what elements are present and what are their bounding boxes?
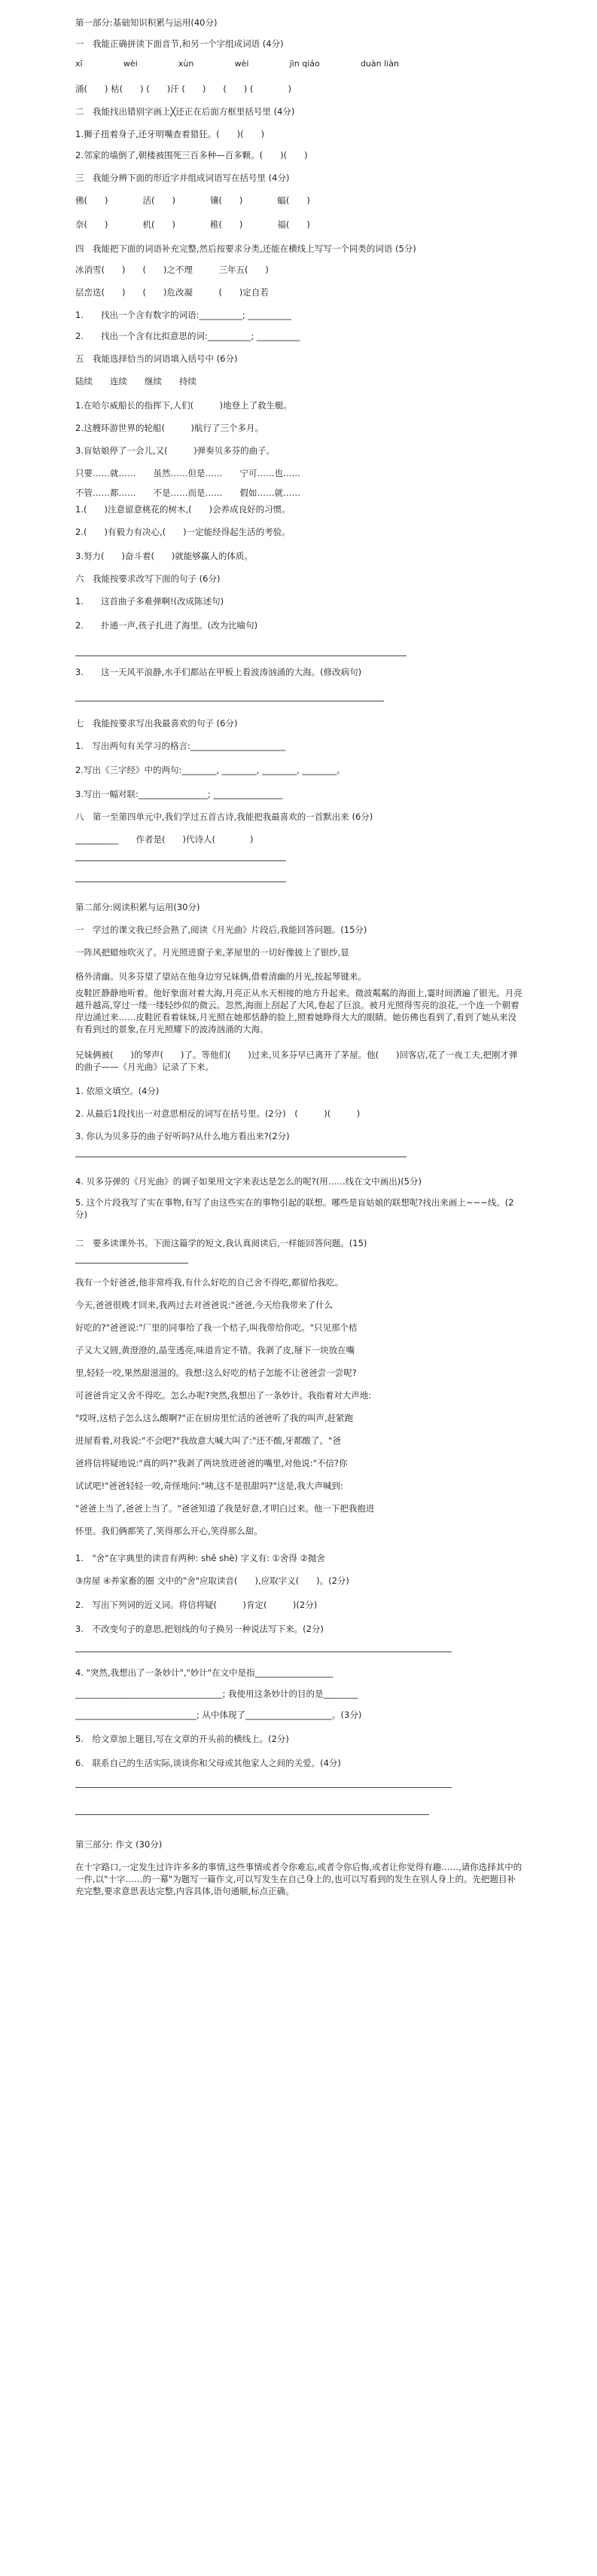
pinyin-2: wèi bbox=[123, 59, 138, 69]
q6-item-3: 3. 这一天风平浪静,水手们都站在甲板上看波涛汹涌的大海。(修改病句) bbox=[75, 667, 362, 677]
part1-title: 第一部分:基础知识积累与运用(40分) bbox=[75, 17, 218, 28]
q5-options-2: 不管……都…… 不是……而是…… 假如……就…… bbox=[75, 487, 300, 498]
reading1-heading: 一 学过的课文我已经会熟了,阅读《月光曲》片段后,我能回答问题。(15分) bbox=[75, 924, 367, 935]
q6-item-2: 2. 扑通一声,孩子扎进了海里。(改为比喻句) bbox=[75, 620, 258, 631]
pinyin-6: duàn liàn bbox=[360, 59, 399, 69]
pinyin-row bbox=[75, 59, 399, 69]
reading2-line-6: 可爸爸肯定又舍不得吃。怎么办呢?突然,我想出了一条妙计。我指着对大声地: bbox=[75, 1390, 372, 1401]
reading2-q1-cont: ③房屋 ④养家畜的圈 文中的"舍"应取读音( ),应取字义( )。(2分) bbox=[75, 1575, 349, 1586]
q5-line-3: 3.盲姑娘停了一会儿,又( )弹奏贝多芬的曲子。 bbox=[75, 445, 276, 456]
reading1-q2: 2. 从最后1段找出一对意思相反的词写在括号里。(2分) ( )( ) bbox=[75, 1108, 361, 1119]
q5-line-4: 1.( )注意留意桃花的树木,( )会养成良好的习惯。 bbox=[75, 504, 291, 515]
q5-line-5: 2.( )有毅力有决心,( )一定能经得起生活的考验。 bbox=[75, 527, 291, 537]
reading2-line-8: 进屋看着,对我说:"不会吧?"我故意大喊大叫了:"还不酸,牙都酸了。"爸 bbox=[75, 1435, 341, 1446]
reading1-para-2: 格外清幽。贝多芬望了望站在他身边穷兄妹俩,借着清幽的月光,按起琴键来。 bbox=[75, 971, 367, 982]
reading2-line-10: 试试吧!"爸爸轻轻一咬,奇怪地问:"咦,这不是很甜吗?"这是,我大声喊到: bbox=[75, 1481, 343, 1491]
reading1-q1: 1. 依原文填空。(4分) bbox=[75, 1086, 160, 1096]
reading2-q3: 3. 不改变句子的意思,把划线的句子换另一种说法写下来。(2分) bbox=[75, 1624, 324, 1634]
q5-heading: 五 我能选择恰当的词语填入括号中 (6分) bbox=[75, 353, 238, 364]
reading1-para-3: 皮鞋匠静静地听着。他好象面对着大海,月亮正从水天相接的地方升起来。微波粼粼的海面上,霎时间洒遍了银光。月亮越升越高,穿过一缕一缕轻纱似的微云。忽然,海面上刮起了大风,卷起了巨浪。被月光照得雪亮的浪花,一个连一个朝着岸边涌过来……皮鞋匠看着妹妹,月光照在她那恬静的脸上,照着她睁得大大的眼睛。她仿佛也看到了,看到了她从来没有看到过的景象,在月光照耀下的波涛汹涌的大海。 bbox=[75, 988, 522, 1034]
reading2-line-7: "哎呀,这桔子怎么这么酸啊?"正在厨房里忙活的爸爸听了我的叫声,赶紧跑 bbox=[75, 1413, 353, 1423]
answer-line bbox=[75, 1814, 429, 1815]
reading2-line-4: 子又大又圆,黄澄澄的,晶莹透亮,味道肯定不错。我剥了皮,掰下一块放在嘴 bbox=[75, 1345, 355, 1355]
q8-heading: 八 第一至第四单元中,我们学过五首古诗,我能把我最喜欢的一首默出来 (6分) bbox=[75, 811, 373, 822]
pinyin-5: jìn qiáo bbox=[289, 59, 320, 69]
answer-line bbox=[75, 860, 286, 861]
reading2-line-3: 好吃的?"爸爸说:"厂里的同事给了我一个桔子,叫我带给你吃。"只见那个桔 bbox=[75, 1322, 358, 1333]
reading1-para-4: 兄妹俩被( )的琴声( )了。等他们( )过来,贝多芬早已离开了茅屋。他( )回客店,花了一夜工夫,把刚才弹的曲子——《月光曲》记录了下来。 bbox=[75, 1050, 518, 1072]
part3-title: 第三部分: 作文 (30分) bbox=[75, 1839, 163, 1850]
reading2-line-5: 里,轻轻一咬,果然甜滋滋的。我想:这么好吃的桔子怎能不让爸爸尝一尝呢? bbox=[75, 1367, 357, 1378]
reading2-q4: 4. "突然,我想出了一条妙计","妙计"在文中是指__________________ bbox=[75, 1667, 334, 1678]
q7-item-3: 3.写出一幅对联:________________; ________________ bbox=[75, 789, 283, 799]
reading2-q4-cont: __________________________________; 我使用这条妙计的目的是________ bbox=[75, 1688, 358, 1699]
q2-heading: 二 我能找出错别字画上╳还正在后面方框里括号里 (4分) bbox=[75, 106, 295, 117]
reading2-line-11: "爸爸上当了,爸爸上当了。"爸爸知道了我是好意,才明白过来。他一下把我抱进 bbox=[75, 1503, 375, 1514]
q4-row-1: 冰消雪( ) ( )之不理 三年五( ) bbox=[75, 264, 269, 275]
reading2-line-9: 爸将信将疑地说:"真的吗?"我剥了两块放进爸爸的嘴里,对他说:"不信?你 bbox=[75, 1458, 348, 1468]
pinyin-1: xī bbox=[75, 59, 83, 69]
q2-line-2: 2.邻家的墙倒了,朝楼被围死三百多种—百多颗。( )( ) bbox=[75, 150, 308, 160]
reading2-line-1: 我有一个好爸爸,他非常疼我,有什么好吃的自己舍不得吃,都留给我吃。 bbox=[75, 1277, 343, 1288]
reading1-q3: 3. 你认为贝多芬的曲子好听吗?从什么地方看出来?(2分) bbox=[75, 1131, 290, 1141]
pinyin-3: xùn bbox=[178, 59, 194, 69]
pinyin-4: wèi bbox=[234, 59, 249, 69]
q6-item-1: 1. 这首曲子多难弹啊!(改成陈述句) bbox=[75, 596, 224, 607]
part2-title: 第二部分:阅读积累与运用(30分) bbox=[75, 902, 200, 912]
q3-heading: 三 我能分辨下面的形近字并组成词语写在括号里 (4分) bbox=[75, 173, 290, 183]
q7-heading: 七 我能按要求写出我最喜欢的句子 (6分) bbox=[75, 718, 238, 729]
q7-item-2: 2.写出《三字经》中的两句:________, ________, ________, ________。 bbox=[75, 765, 346, 775]
q3-row-2: 奈( ) 机( ) 稚( ) 福( ) bbox=[75, 219, 310, 230]
reading2-q1: 1. "舍"在字典里的读音有两种: shě shè) 字义有: ①舍得 ②抛舍 bbox=[75, 1553, 325, 1563]
q5-words: 陆续 连续 继续 持续 bbox=[75, 376, 196, 387]
q4-item-2: 2. 找出一个含有比拟意思的词:__________; __________ bbox=[75, 331, 300, 341]
q5-line-6: 3.努力( )奋斗着( )就能够赢人的体质。 bbox=[75, 551, 253, 561]
answer-line bbox=[75, 655, 407, 656]
q1-heading: 一 我能正确拼读下面音节,和另一个字组成词语 (4分) bbox=[75, 38, 284, 49]
essay-prompt: 在十字路口,一定发生过许许多多的事情,这些事情或者令你难忘,或者令你后悔,或者让你觉得有趣……,请你选择其中的一件,以"十字……的一幕"为题写一篇作文,可以写发生在自己身上的,也可以写看到的发生在别人身上的。先把题目补充完整,要求意思表达完整,内容具体,语句通顺,标点正确。 bbox=[75, 1862, 522, 1896]
reading2-q4-end: ____________________________; 从中体现了____________________。(3分) bbox=[75, 1710, 362, 1720]
q8-author-line: __________ 作者是( )代诗人( ) bbox=[75, 834, 254, 845]
q5-options-1: 只要……就…… 虽然……但是…… 宁可……也…… bbox=[75, 468, 300, 478]
q3-row-1: 佛( ) 活( ) 镶( ) 蝠( ) bbox=[75, 195, 310, 206]
q5-line-2: 2.这艘环游世界的轮船( )航行了三个多月。 bbox=[75, 423, 263, 433]
q2-line-1: 1.狮子扭着身子,还牙明嘴查着猎狂。( )( ) bbox=[75, 129, 265, 139]
title-line bbox=[75, 1263, 188, 1264]
reading1-q4: 4. 贝多芬弹的《月光曲》的调子如果用文字来表达是怎么的呢?(用……线在文中画出)(5分) bbox=[75, 1176, 422, 1187]
reading1-para-1: 一阵风把蜡烛吹灭了。月光照进窗子来,茅屋里的一切好像披上了银纱,显 bbox=[75, 947, 349, 958]
answer-line bbox=[75, 1787, 452, 1788]
reading2-q5: 5. 给文章加上题目,写在文章的开头前的横线上。(2分) bbox=[75, 1734, 289, 1744]
reading2-q2: 2. 写出下列词的近义词。将信将疑( )肯定( )(2分) bbox=[75, 1600, 318, 1610]
q4-row-2: 层峦迭( ) ( )危改凝 ( )定自若 bbox=[75, 287, 269, 298]
q1-row: 涌( ) 枯( ) ( )汗 ( ) ( ) ( ) bbox=[75, 84, 291, 94]
q4-item-1: 1. 找出一个含有数字的词语:__________; __________ bbox=[75, 310, 291, 320]
q7-item-1: 1. 写出两句有关学习的格言:______________________ bbox=[75, 741, 286, 751]
reading1-q5: 5. 这个片段我写了实在事物,有写了由这些实在的事物引起的联想。哪些是盲姑娘的联想呢?找出来画上~~~线。(2分) bbox=[75, 1197, 514, 1220]
reading2-heading: 二 要多读课外书。下面这篇学的短文,我认真阅读后,一样能回答问题。(15) bbox=[75, 1238, 367, 1248]
q6-heading: 六 我能按要求改写下面的句子 (6分) bbox=[75, 573, 221, 584]
reading2-q6: 6. 联系自己的生活实际,谈谈你和父母或其他家人之间的关爱。(4分) bbox=[75, 1758, 341, 1768]
q4-heading: 四 我能把下面的词语补充完整,然后按要求分类,还能在横线上写写一个同类的词语 (5分) bbox=[75, 243, 416, 254]
reading2-line-2: 今天,爸爸很晚才回来,我两过去对爸爸说:"爸爸,今天给我带来了什么 bbox=[75, 1300, 334, 1310]
q5-line-1: 1.在哈尔威船长的指挥下,人们( )地登上了救生艇。 bbox=[75, 400, 293, 411]
reading2-line-12: 怀里。我们俩都笑了,笑得那么开心,笑得那么甜。 bbox=[75, 1526, 263, 1536]
